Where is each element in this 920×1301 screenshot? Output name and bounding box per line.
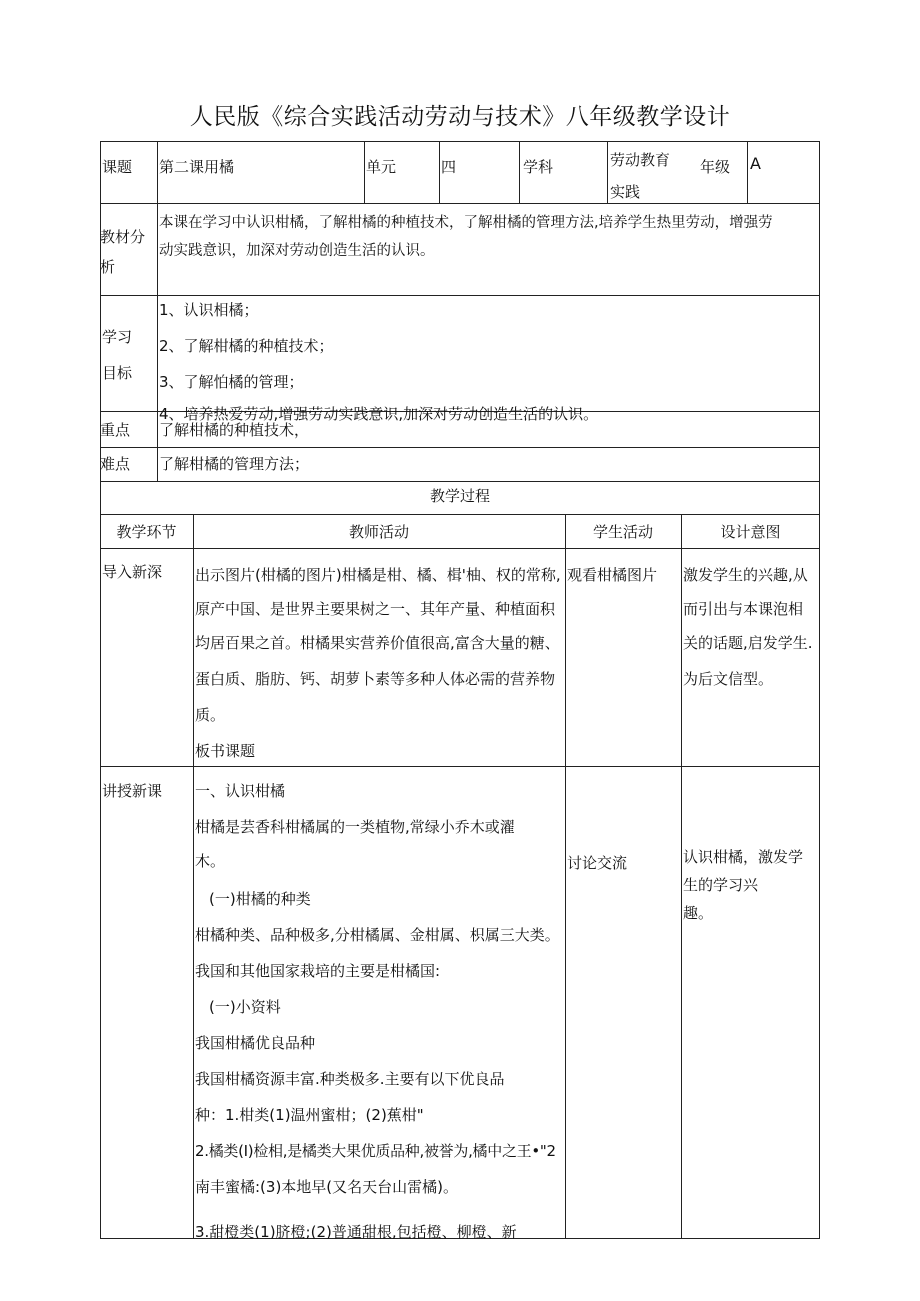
teacher-line: 种：1.柑类(1)温州蜜柑；(2)蕉柑" — [195, 1106, 424, 1124]
teacher-line: 质。 — [195, 706, 226, 724]
teacher-line: 3.甜橙类(1)脐橙;(2)普通甜根,包括橙、柳橙、新 — [195, 1223, 517, 1241]
teacher-line: 均居百果之首。柑橘果实营养价值很高,富含大量的糖、 — [195, 634, 560, 652]
document-title: 人民版《综合实践活动劳动与技术》八年级教学设计 — [189, 104, 731, 130]
teacher-line: 2.橘类(I)检相,是橘类大果优质品种,被誉为,橘中之王•"2 — [195, 1142, 556, 1160]
table-border-left — [100, 141, 101, 1239]
process-header-stage: 教学环节 — [116, 523, 177, 541]
row-divider — [100, 447, 820, 448]
grade-value: A — [750, 154, 761, 173]
design-line: 为后文信型。 — [683, 670, 774, 688]
topic-value: 第二课用橘 — [159, 158, 235, 176]
teacher-line: 一、认识柑橘 — [195, 782, 286, 800]
material-analysis-text-line2: 动实践意识，加深对劳动创造生活的认识。 — [159, 243, 435, 259]
teacher-line: 我国柑橘资源丰富.种类极多.主要有以下优良品 — [195, 1070, 505, 1088]
row-divider — [100, 203, 820, 204]
stage-cell: 导入新深 — [102, 563, 163, 581]
stage-cell: 讲授新课 — [102, 782, 163, 800]
objective-item: 3、了解怕橘的管理； — [159, 373, 304, 391]
column-divider — [364, 141, 365, 203]
objective-item: 1、认识相橘； — [159, 301, 259, 319]
design-line: 生的学习兴 — [683, 876, 759, 894]
difficult-point-label: 难点 — [100, 455, 131, 473]
material-analysis-label-line1: 教材分 — [100, 228, 146, 246]
objectives-label-line2: 目标 — [102, 364, 133, 382]
design-line: 趣。 — [683, 904, 714, 922]
objectives-label-line1: 学习 — [102, 328, 133, 346]
column-divider — [519, 141, 520, 203]
teacher-line: 柑橘是芸香科柑橘属的一类植物,常绿小乔木或濯 — [195, 818, 515, 836]
teacher-line: 原产中国、是世界主要果树之一、其年产量、种植面积 — [195, 600, 556, 618]
table-border-right — [819, 141, 820, 1239]
row-divider — [100, 481, 820, 482]
column-divider — [565, 514, 566, 1239]
objective-item: 4、培养热爱劳动,增强劳动实践意识,加深对劳动创造生活的认识。 — [159, 405, 599, 423]
key-point-label: 重点 — [100, 421, 131, 439]
grade-label: 年级 — [700, 158, 731, 176]
teacher-line: 南丰蜜橘:(3)本地早(又名天台山雷橘)。 — [195, 1178, 459, 1196]
teacher-line: 我国柑橘优良品种 — [195, 1034, 316, 1052]
column-divider — [157, 141, 158, 481]
design-line: 而引出与本课泡相 — [683, 600, 804, 618]
process-header-design: 设计意图 — [720, 523, 781, 541]
design-line: 关的话题,启发学生. — [683, 634, 813, 652]
design-line: 认识柑橘，激发学 — [683, 848, 804, 866]
topic-label: 课题 — [102, 158, 133, 176]
subject-value-line2: 实践 — [610, 183, 641, 201]
subject-value-line1: 劳动教育 — [610, 151, 671, 169]
material-analysis-label-line2: 析 — [100, 258, 116, 276]
teacher-activity — [195, 767, 565, 1241]
subject-label: 学科 — [523, 158, 554, 176]
teacher-line: (一)小资料 — [209, 998, 281, 1016]
process-header-student: 学生活动 — [592, 523, 653, 541]
process-section-title: 教学过程 — [429, 487, 490, 505]
process-header-teacher: 教师活动 — [348, 523, 409, 541]
difficult-point-text: 了解柑橘的管理方法； — [159, 455, 310, 473]
student-activity: 讨论交流 — [567, 854, 628, 872]
teacher-line: (一)柑橘的种类 — [209, 890, 311, 908]
objective-item: 2、了解柑橘的种植技术； — [159, 337, 334, 355]
column-divider — [607, 141, 608, 203]
material-analysis-text-line1: 本课在学习中认识柑橘，了解柑橘的种植技术，了解柑橘的管理方法,培养学生热里劳动，增强劳 — [159, 215, 773, 231]
objectives-list — [159, 296, 814, 423]
unit-value: 四 — [441, 158, 457, 176]
teacher-line: 木。 — [195, 852, 226, 870]
student-activity: 观看柑橘图片 — [567, 566, 658, 584]
column-divider — [193, 514, 194, 1239]
table-border-top — [100, 141, 820, 142]
column-divider — [681, 514, 682, 1239]
lesson-plan-table — [100, 141, 820, 1239]
row-divider — [100, 548, 820, 549]
key-point-text: 了解柑橘的种植技术， — [159, 421, 310, 439]
teacher-line: 柑橘种类、品种极多,分柑橘属、金柑属、枳属三大类。 — [195, 926, 560, 944]
unit-label: 单元 — [366, 158, 397, 176]
column-divider — [439, 141, 440, 203]
design-line: 激发学生的兴趣,从 — [683, 566, 808, 584]
teacher-line: 蛋白质、脂肪、钙、胡萝卜素等多种人体必需的营养物 — [195, 670, 556, 688]
teacher-line: 出示图片(柑橘的图片)柑橘是柑、橘、楫'柚、权的常称, — [195, 566, 561, 584]
teacher-line: 板书课题 — [195, 742, 256, 760]
teacher-line: 我国和其他国家栽培的主要是柑橘国: — [195, 962, 441, 980]
row-divider — [100, 514, 820, 515]
column-divider — [747, 141, 748, 203]
